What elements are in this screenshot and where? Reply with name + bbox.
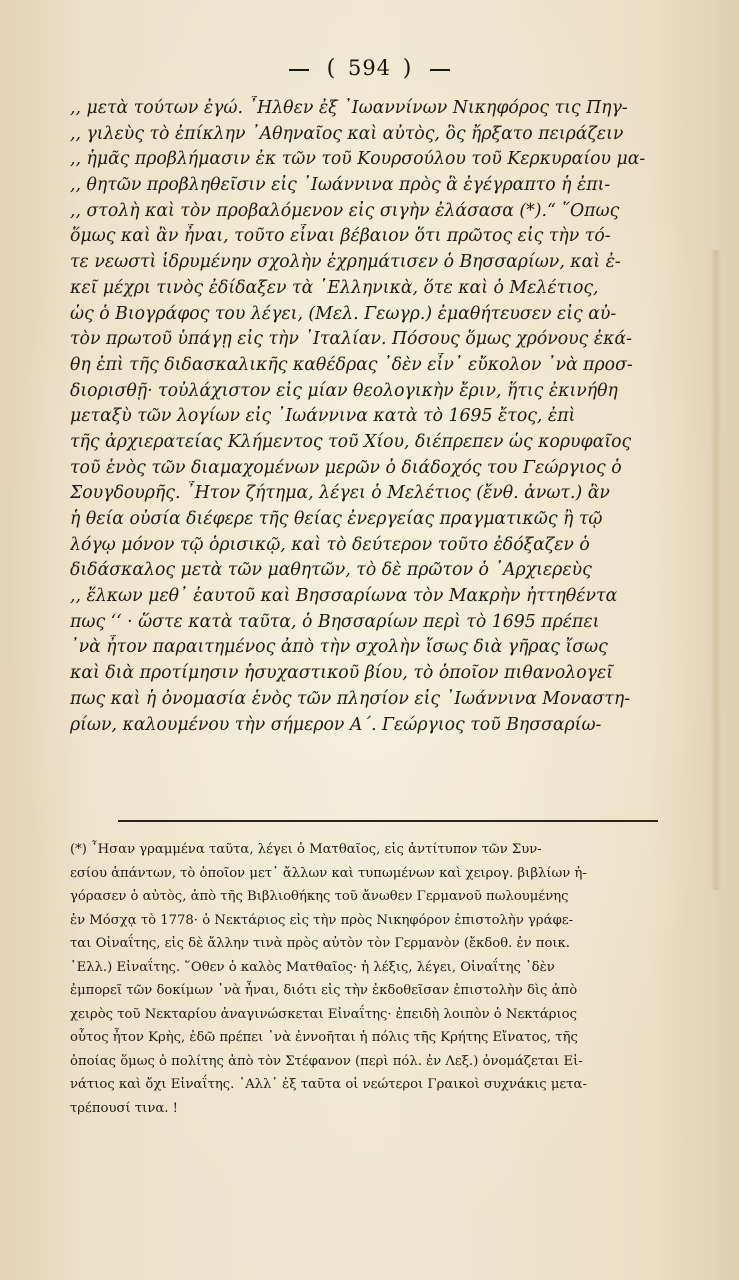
footnote-line: (*) ῏Ησαν γραμμένα ταῦτα, λέγει ὁ Ματθαῖος, εἰς ἀντίτυπον τῶν Συν-	[70, 842, 542, 857]
footnote-text	[70, 838, 710, 1120]
body-line: ,, γιλεὺς τὸ ἐπίκλην ᾿Αθηναῖος καὶ αὐτὸς, ὃς ἤρξατο πειράζειν	[70, 123, 624, 144]
header-dash-right	[430, 69, 450, 71]
body-line: ὅμως καὶ ἂν ἦναι, τοῦτο εἶναι βέβαιον ὅτι πρῶτος εἰς τὴν τό-	[70, 226, 611, 247]
body-line: ,, στολὴ καὶ τὸν προβαλόμενον εἰς σιγὴν ἐλάσασα (*).“ ῞Οπως	[70, 200, 620, 221]
body-line: ἡ θεία οὐσία διέφερε τῆς θείας ἐνεργείας πραγματικῶς ἢ τῷ	[70, 509, 603, 529]
body-line: πως ‘‘ · ὥστε κατὰ ταῦτα, ὁ Βησσαρίων περὶ τὸ 1695 πρέπει	[70, 611, 600, 632]
body-line: διορισθῇ· τοὐλάχιστον εἰς μίαν θεολογικὴν ἔριν, ἥτις ἐκινήθη	[70, 380, 618, 401]
body-line: ὡς ὁ Βιογράφος του λέγει, (Μελ. Γεωγρ.) ἐμαθήτευσεν εἰς αὐ-	[70, 303, 617, 324]
body-line: καὶ διὰ προτίμησιν ἡσυχαστικοῦ βίου, τὸ ὁποῖον πιθανολογεῖ	[70, 663, 614, 684]
page-header	[0, 56, 739, 81]
header-paren-right: )	[402, 56, 413, 81]
header-dash-left	[289, 69, 309, 71]
body-line: ,, ἡμᾶς προβλήμασιν ἐκ τῶν τοῦ Κουρσούλου τοῦ Κερκυραίου μα-	[70, 149, 646, 170]
footnote-line: τρέπουσί τινα. !	[70, 1100, 178, 1116]
footnote-line: οὗτος ἦτον Κρὴς, ἐδῶ πρέπει ᾽νὰ ἐννοῆται ἡ πόλις τῆς Κρήτης Εἴνατος, τῆς	[70, 1030, 578, 1045]
footnote-line: χειρὸς τοῦ Νεκταρίου ἀναγινώσκεται Εἰναΐτης· ἐπειδὴ λοιπὸν ὁ Νεκτάριος	[70, 1006, 577, 1022]
body-line: ,, μετὰ τούτων ἐγώ. ῏Ηλθεν ἐξ ᾿Ιωαννίνων Νικηφόρος τις Πηγ-	[70, 98, 628, 118]
page-stain	[711, 250, 721, 890]
body-line: ρίων, καλουμένου τὴν σήμερον Α΄. Γεώργιος τοῦ Βησσαρίω-	[70, 714, 602, 735]
footnote-line: ῾Ελλ.) Εἰναΐτης. ῞Οθεν ὁ καλὸς Ματθαῖος· ἡ λέξις, λέγει, Οἰναΐτης ᾽δὲν	[70, 959, 555, 975]
footnote-line: γόρασεν ὁ αὐτὸς, ἀπὸ τῆς Βιβλιοθήκης τοῦ ἄνωθεν Γερμανοῦ πωλουμένης	[70, 889, 569, 904]
main-text	[70, 96, 710, 738]
body-line: θη ἐπὶ τῆς διδασκαλικῆς καθέδρας ᾽δὲν εἶν᾽ εὔκολον ᾽νὰ προσ-	[70, 354, 633, 375]
body-line: ,, θητῶν προβληθεῖσιν εἰς ᾿Ιωάννινα πρὸς ἃ ἐγέγραπτο ἡ ἐπι-	[70, 175, 611, 196]
footnote-separator	[118, 820, 658, 822]
body-line: τοῦ ἑνὸς τῶν διαμαχομένων μερῶν ὁ διάδοχός του Γεώργιος ὁ	[70, 457, 622, 478]
body-line: τε νεωστὶ ἱδρυμένην σχολὴν ἐχρημάτισεν ὁ Βησσαρίων, καὶ ἐ-	[70, 252, 621, 273]
page-number: 594	[347, 56, 392, 80]
body-line: λόγῳ μόνον τῷ ὁρισικῷ, καὶ τὸ δεύτερον τοῦτο ἐδόξαζεν ὁ	[70, 534, 590, 555]
header-paren-left: (	[326, 56, 337, 81]
body-line: τὸν πρωτοῦ ὑπάγῃ εἰς τὴν ᾿Ιταλίαν. Πόσους ὅμως χρόνους ἐκά-	[70, 329, 632, 350]
body-line: Σουγδουρῆς. ῏Ητον ζήτημα, λέγει ὁ Μελέτιος (ἔνθ. ἀνωτ.) ἂν	[70, 483, 610, 504]
footnote-line: ἐν Μόσχᾳ τὸ 1778· ὁ Νεκτάριος εἰς τὴν πρὸς Νικηφόρον ἐπιστολὴν γράφε-	[70, 912, 574, 928]
body-line: κεῖ μέχρι τινὸς ἐδίδαξεν τὰ ῾Ελληνικὰ, ὅτε καὶ ὁ Μελέτιος,	[70, 277, 599, 298]
footnote-line: εσίου ἁπάντων, τὸ ὁποῖον μετ᾽ ἄλλων καὶ τυπωμένων καὶ χειρογ. βιβλίων ἠ-	[70, 865, 587, 881]
footnote-line: ὁποίας ὅμως ὁ πολίτης ἀπὸ τὸν Στέφανον (περὶ πόλ. ἐν Λεξ.) ὀνομάζεται Εἰ-	[70, 1053, 583, 1069]
body-line: πως καὶ ἡ ὀνομασία ἑνὸς τῶν πλησίον εἰς ᾿Ιωάννινα Μοναστη-	[70, 688, 631, 709]
body-line: τῆς ἀρχιερατείας Κλήμεντος τοῦ Χίου, διέπρεπεν ὡς κορυφαῖος	[70, 431, 632, 452]
body-line: ᾽νὰ ἦτον παραιτημένος ἀπὸ τὴν σχολὴν ἴσως διὰ γῆρας ἴσως	[70, 637, 608, 658]
footnote-line: ἐμπορεῖ τῶν δοκίμων ᾽νὰ ἦναι, διότι εἰς τὴν ἐκδοθεῖσαν ἐπιστολὴν δὶς ἀπὸ	[70, 983, 578, 998]
footnote-line: νάτιος καὶ ὄχι Εἰναΐτης. ᾽Αλλ᾽ ἐξ ταῦτα οἱ νεώτεροι Γραικοὶ συχνάκις μετα-	[70, 1077, 587, 1092]
body-line: ,, ἕλκων μεθ᾽ ἑαυτοῦ καὶ Βησσαρίωνα τὸν Μακρὴν ἠττηθέντα	[70, 586, 618, 607]
body-line: μεταξὺ τῶν λογίων εἰς ᾿Ιωάννινα κατὰ τὸ 1695 ἔτος, ἐπὶ	[70, 406, 576, 427]
footnote-line: ται Οἰναΐτης, εἰς δὲ ἄλλην τινὰ πρὸς αὐτὸν τὸν Γερμανὸν (ἔκδοθ. ἐν ποικ.	[70, 936, 570, 951]
body-line: διδάσκαλος μετὰ τῶν μαθητῶν, τὸ δὲ πρῶτον ὁ ᾿Αρχιερεὺς	[70, 560, 592, 581]
